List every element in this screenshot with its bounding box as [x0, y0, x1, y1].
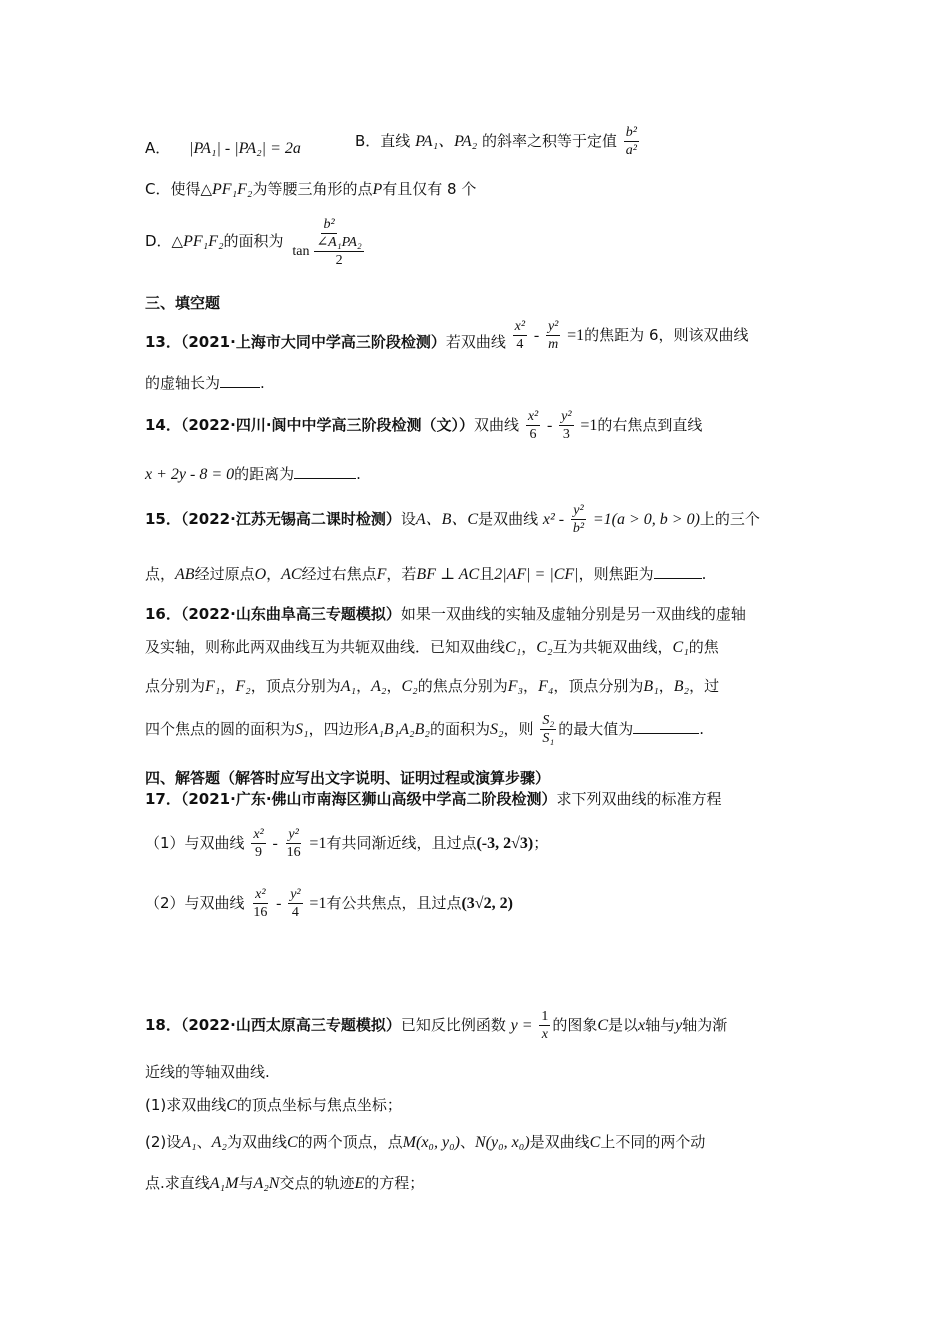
fraction	[571, 502, 586, 537]
question-text: ，	[523, 677, 539, 695]
math-a1m: A₁M	[209, 1175, 239, 1192]
option-c-p: P	[372, 181, 383, 198]
section-4-title: 四、解答题（解答时应写出文字说明、证明过程或演算步骤）	[145, 769, 551, 787]
option-b-math: PA₁、PA₂	[415, 133, 478, 150]
question-text: 双曲线	[474, 416, 520, 434]
frac-num: y²	[290, 887, 301, 902]
question-text: ，若	[386, 565, 417, 583]
math-a1: A₁	[181, 1134, 197, 1151]
math-a2: A₂	[371, 678, 387, 695]
fraction	[546, 318, 560, 353]
option-d-math: PF₁F₂	[183, 233, 224, 250]
frac-num: y²	[288, 827, 299, 842]
question-text: 的图象	[552, 1016, 598, 1034]
math-e: E	[354, 1175, 365, 1192]
question-text: ，则焦距为	[578, 565, 654, 583]
question-text: 经过右焦点	[301, 565, 377, 583]
question-14	[145, 408, 810, 443]
line-equation: x + 2y - 8 = 0	[145, 466, 235, 483]
question-14-line2	[145, 463, 810, 486]
frac-num: y²	[561, 409, 572, 424]
frac-den: a²	[625, 143, 637, 158]
question-text: 已知反比例函数	[400, 1016, 506, 1034]
question-18-part2	[145, 1131, 810, 1154]
option-c-math: PF₁F₂	[212, 181, 253, 198]
math-x: x	[638, 1017, 646, 1034]
fraction	[251, 886, 269, 921]
question-text: 点.求直线	[145, 1174, 210, 1192]
fraction	[559, 408, 573, 443]
option-c-label: C．使得△	[145, 180, 213, 198]
condition: =1(a > 0, b > 0)	[592, 511, 700, 528]
option-b-label: B．直线	[355, 132, 411, 150]
question-text: 、	[196, 1133, 212, 1151]
question-text: 的焦点分别为	[417, 677, 508, 695]
question-text: ，	[658, 677, 674, 695]
math-o: O	[254, 566, 267, 583]
frac-num: x²	[527, 409, 539, 424]
frac-num: y²	[573, 503, 584, 518]
point: (-3, 2√3)	[476, 835, 534, 852]
question-text: 交点的轨迹	[279, 1174, 355, 1192]
question-text: 近线的等轴双曲线.	[145, 1063, 270, 1081]
math-f2: F₂	[235, 678, 251, 695]
frac-den: 6	[529, 427, 537, 442]
question-text: 互为共轭双曲线，	[552, 638, 673, 656]
equals: =1	[309, 895, 327, 912]
minus-sign: -	[276, 895, 282, 912]
fraction	[251, 826, 265, 861]
math-y: y	[675, 1017, 683, 1034]
question-text: 的最大值为	[558, 720, 634, 738]
option-d	[145, 216, 810, 269]
frac-num: ∠A₁PA₂	[316, 235, 362, 250]
question-text: 轴与	[645, 1016, 676, 1034]
option-b-text: 的斜率之积等于定值	[481, 132, 617, 150]
math-m: M(x₀, y₀)	[402, 1134, 460, 1151]
question-17	[145, 788, 810, 810]
question-text: 的焦距为 6，则该双曲线	[584, 326, 749, 344]
frac-den: 16	[286, 845, 301, 860]
question-text: 四个焦点的圆的面积为	[145, 720, 296, 738]
math-quad: A₁B₁A₂B₂	[368, 721, 430, 738]
question-text: 求下列双曲线的标准方程	[556, 790, 722, 808]
frac-num: x²	[255, 887, 266, 902]
question-text: (2)设	[145, 1133, 182, 1151]
question-15-line2	[145, 563, 810, 586]
question-text: 与	[238, 1174, 254, 1192]
frac-den: 4	[516, 337, 524, 352]
question-text: ，则	[503, 720, 534, 738]
option-b	[355, 124, 810, 159]
minus-sign: -	[533, 327, 540, 344]
frac-den: 9	[255, 845, 263, 860]
equals: =1	[580, 417, 598, 434]
math-s1: S₁	[295, 721, 309, 738]
math-c: C	[589, 1134, 601, 1151]
math-ac: AC	[281, 566, 302, 583]
question-text: 是双曲线	[529, 1133, 590, 1151]
question-number: 17．	[145, 790, 181, 808]
question-text: 、	[459, 1133, 475, 1151]
question-text: ，过	[689, 677, 720, 695]
frac-den: 4	[291, 905, 299, 920]
question-text: 如果一双曲线的实轴及虚轴分别是另一双曲线的虚轴	[400, 605, 746, 623]
question-16	[145, 603, 810, 625]
frac-den: 16	[253, 905, 268, 920]
question-16-line2	[145, 636, 810, 659]
math-b1: B₁	[643, 678, 659, 695]
point: (3√2, 2)	[461, 895, 513, 912]
frac-num: x²	[253, 827, 264, 842]
math-x2: x² -	[542, 511, 565, 528]
math-y: y =	[510, 1017, 533, 1034]
question-text: ，	[521, 638, 537, 656]
math-f3: F₃	[507, 678, 524, 695]
question-13-line2	[145, 372, 810, 394]
question-18-line2	[145, 1061, 810, 1083]
math-f: F	[376, 566, 387, 583]
question-17-part1	[145, 826, 810, 861]
question-text: （1）与双曲线	[145, 834, 245, 852]
fraction	[288, 886, 302, 921]
question-text: 为双曲线	[226, 1133, 287, 1151]
math-c2: C₂	[536, 639, 553, 656]
question-13	[145, 318, 810, 353]
question-text: 的焦	[688, 638, 719, 656]
question-text: ，	[386, 677, 402, 695]
answer-blank[interactable]	[654, 564, 702, 579]
frac-den: m	[548, 337, 559, 352]
question-18-part2-line2	[145, 1172, 810, 1195]
question-text: 设	[400, 510, 416, 528]
question-source: （2022·四川·阆中中学高三阶段检测（文））	[180, 416, 475, 434]
question-number: 18．	[145, 1016, 181, 1034]
question-number: 13．	[145, 333, 181, 351]
math-n: N(y₀, x₀)	[474, 1134, 530, 1151]
question-text: 的方程；	[364, 1174, 425, 1192]
option-c	[145, 178, 810, 201]
question-text: 点，	[145, 565, 176, 583]
fraction	[539, 1008, 550, 1043]
tan-text: tan	[292, 244, 310, 259]
question-text: 上不同的两个动	[600, 1133, 706, 1151]
frac-num: 1	[541, 1009, 549, 1024]
question-text: 有公共焦点，且过点	[326, 894, 462, 912]
answer-blank[interactable]	[633, 719, 699, 734]
fraction	[540, 712, 556, 747]
option-d-text: 的面积为	[223, 232, 284, 250]
question-text: ，	[220, 677, 236, 695]
equals: =1	[567, 327, 585, 344]
frac-num: S₂	[542, 713, 555, 728]
math-abs: 2|AF| = |CF|	[494, 566, 579, 583]
option-c-tail: 有且仅有 8 个	[382, 180, 477, 198]
frac-den	[290, 234, 367, 269]
option-d-fraction	[290, 216, 367, 269]
option-d-label: D．△	[145, 232, 184, 250]
math-a2: A₂	[211, 1134, 227, 1151]
question-source: （2022·江苏无锡高二课时检测）	[180, 510, 401, 528]
question-text: 若双曲线	[445, 333, 506, 351]
math-c1: C₁	[672, 639, 689, 656]
frac-num: b²	[323, 217, 335, 232]
math-perp: BF ⊥ AC	[416, 566, 480, 583]
frac-den: b²	[572, 521, 585, 536]
question-text: 轴为渐	[682, 1016, 728, 1034]
period: .	[356, 465, 361, 483]
frac-num: b²	[625, 125, 637, 140]
option-a-math: |PA₁| - |PA₂| = 2a	[189, 140, 301, 157]
question-16-line4	[145, 712, 810, 747]
frac-num: y²	[547, 319, 559, 334]
question-text: ，四边形	[308, 720, 369, 738]
math-c: C	[286, 1134, 298, 1151]
question-15	[145, 502, 810, 537]
frac-den: x	[541, 1027, 548, 1042]
math-a1: A₁	[340, 678, 357, 695]
question-18	[145, 1008, 810, 1043]
question-text: 的两个顶点，点	[297, 1133, 403, 1151]
question-source: （2021·上海市大同中学高三阶段检测）	[180, 333, 446, 351]
fraction	[513, 318, 527, 353]
frac-num: x²	[514, 319, 526, 334]
question-18-part1	[145, 1094, 810, 1117]
frac-den: S₁	[542, 731, 555, 746]
question-text: 的右焦点到直线	[597, 416, 703, 434]
option-a-label: A．	[145, 139, 171, 157]
question-text: 是双曲线	[478, 510, 539, 528]
question-text: 的虚轴长为	[145, 374, 221, 392]
question-number: 16．	[145, 605, 181, 623]
math-a2n: A₂N	[253, 1175, 280, 1192]
question-text: 有共同渐近线，且过点	[326, 834, 477, 852]
question-text: ，	[356, 677, 372, 695]
question-text: （2）与双曲线	[145, 894, 245, 912]
punctuation: ；	[533, 834, 549, 852]
fraction	[285, 826, 303, 861]
math-c2: C₂	[401, 678, 418, 695]
answer-blank[interactable]	[294, 464, 356, 479]
question-text: 的顶点坐标与焦点坐标；	[236, 1096, 402, 1114]
points-abc: A、B、C	[415, 511, 479, 528]
minus-sign: -	[272, 835, 278, 852]
option-b-fraction	[624, 124, 639, 159]
question-number: 14．	[145, 416, 181, 434]
option-c-text: 为等腰三角形的点	[252, 180, 373, 198]
question-text: 的面积为	[429, 720, 490, 738]
period: .	[701, 565, 707, 583]
period: .	[260, 374, 265, 392]
question-text: 是以	[608, 1016, 639, 1034]
section-3-title: 三、填空题	[145, 294, 221, 312]
question-source: （2022·山西太原高三专题模拟）	[180, 1016, 401, 1034]
inner-fraction	[314, 234, 363, 269]
minus-sign: -	[547, 417, 553, 434]
question-17-part2	[145, 886, 810, 921]
question-source: （2022·山东曲阜高三专题模拟）	[180, 605, 401, 623]
question-source: （2021·广东·佛山市南海区狮山高级中学高二阶段检测）	[180, 790, 557, 808]
math-s2: S₂	[489, 721, 504, 738]
question-text: 经过原点	[194, 565, 255, 583]
answer-blank[interactable]	[220, 373, 260, 388]
fraction	[526, 408, 540, 443]
math-c: C	[597, 1017, 608, 1034]
equals: =1	[309, 835, 327, 852]
question-text: 的距离为	[234, 465, 295, 483]
question-text: ，	[266, 565, 282, 583]
math-f1: F₁	[205, 678, 221, 695]
math-ab: AB	[175, 566, 195, 583]
question-text: (1)求双曲线	[145, 1096, 227, 1114]
question-text: 点分别为	[145, 677, 206, 695]
math-b2: B₂	[673, 678, 690, 695]
question-number: 15．	[145, 510, 181, 528]
math-c: C	[226, 1097, 237, 1114]
math-c1: C₁	[505, 639, 522, 656]
question-text: 及实轴，则称此两双曲线互为共轭双曲线．已知双曲线	[145, 638, 506, 656]
period: .	[699, 720, 704, 738]
frac-den: 3	[562, 427, 570, 442]
question-text: ，顶点分别为	[553, 677, 644, 695]
question-text: 上的三个	[699, 510, 760, 528]
question-16-line3	[145, 675, 810, 698]
math-f4: F₄	[538, 678, 554, 695]
question-text: 且	[479, 565, 495, 583]
question-text: ，顶点分别为	[250, 677, 341, 695]
frac-den: 2	[335, 253, 343, 268]
